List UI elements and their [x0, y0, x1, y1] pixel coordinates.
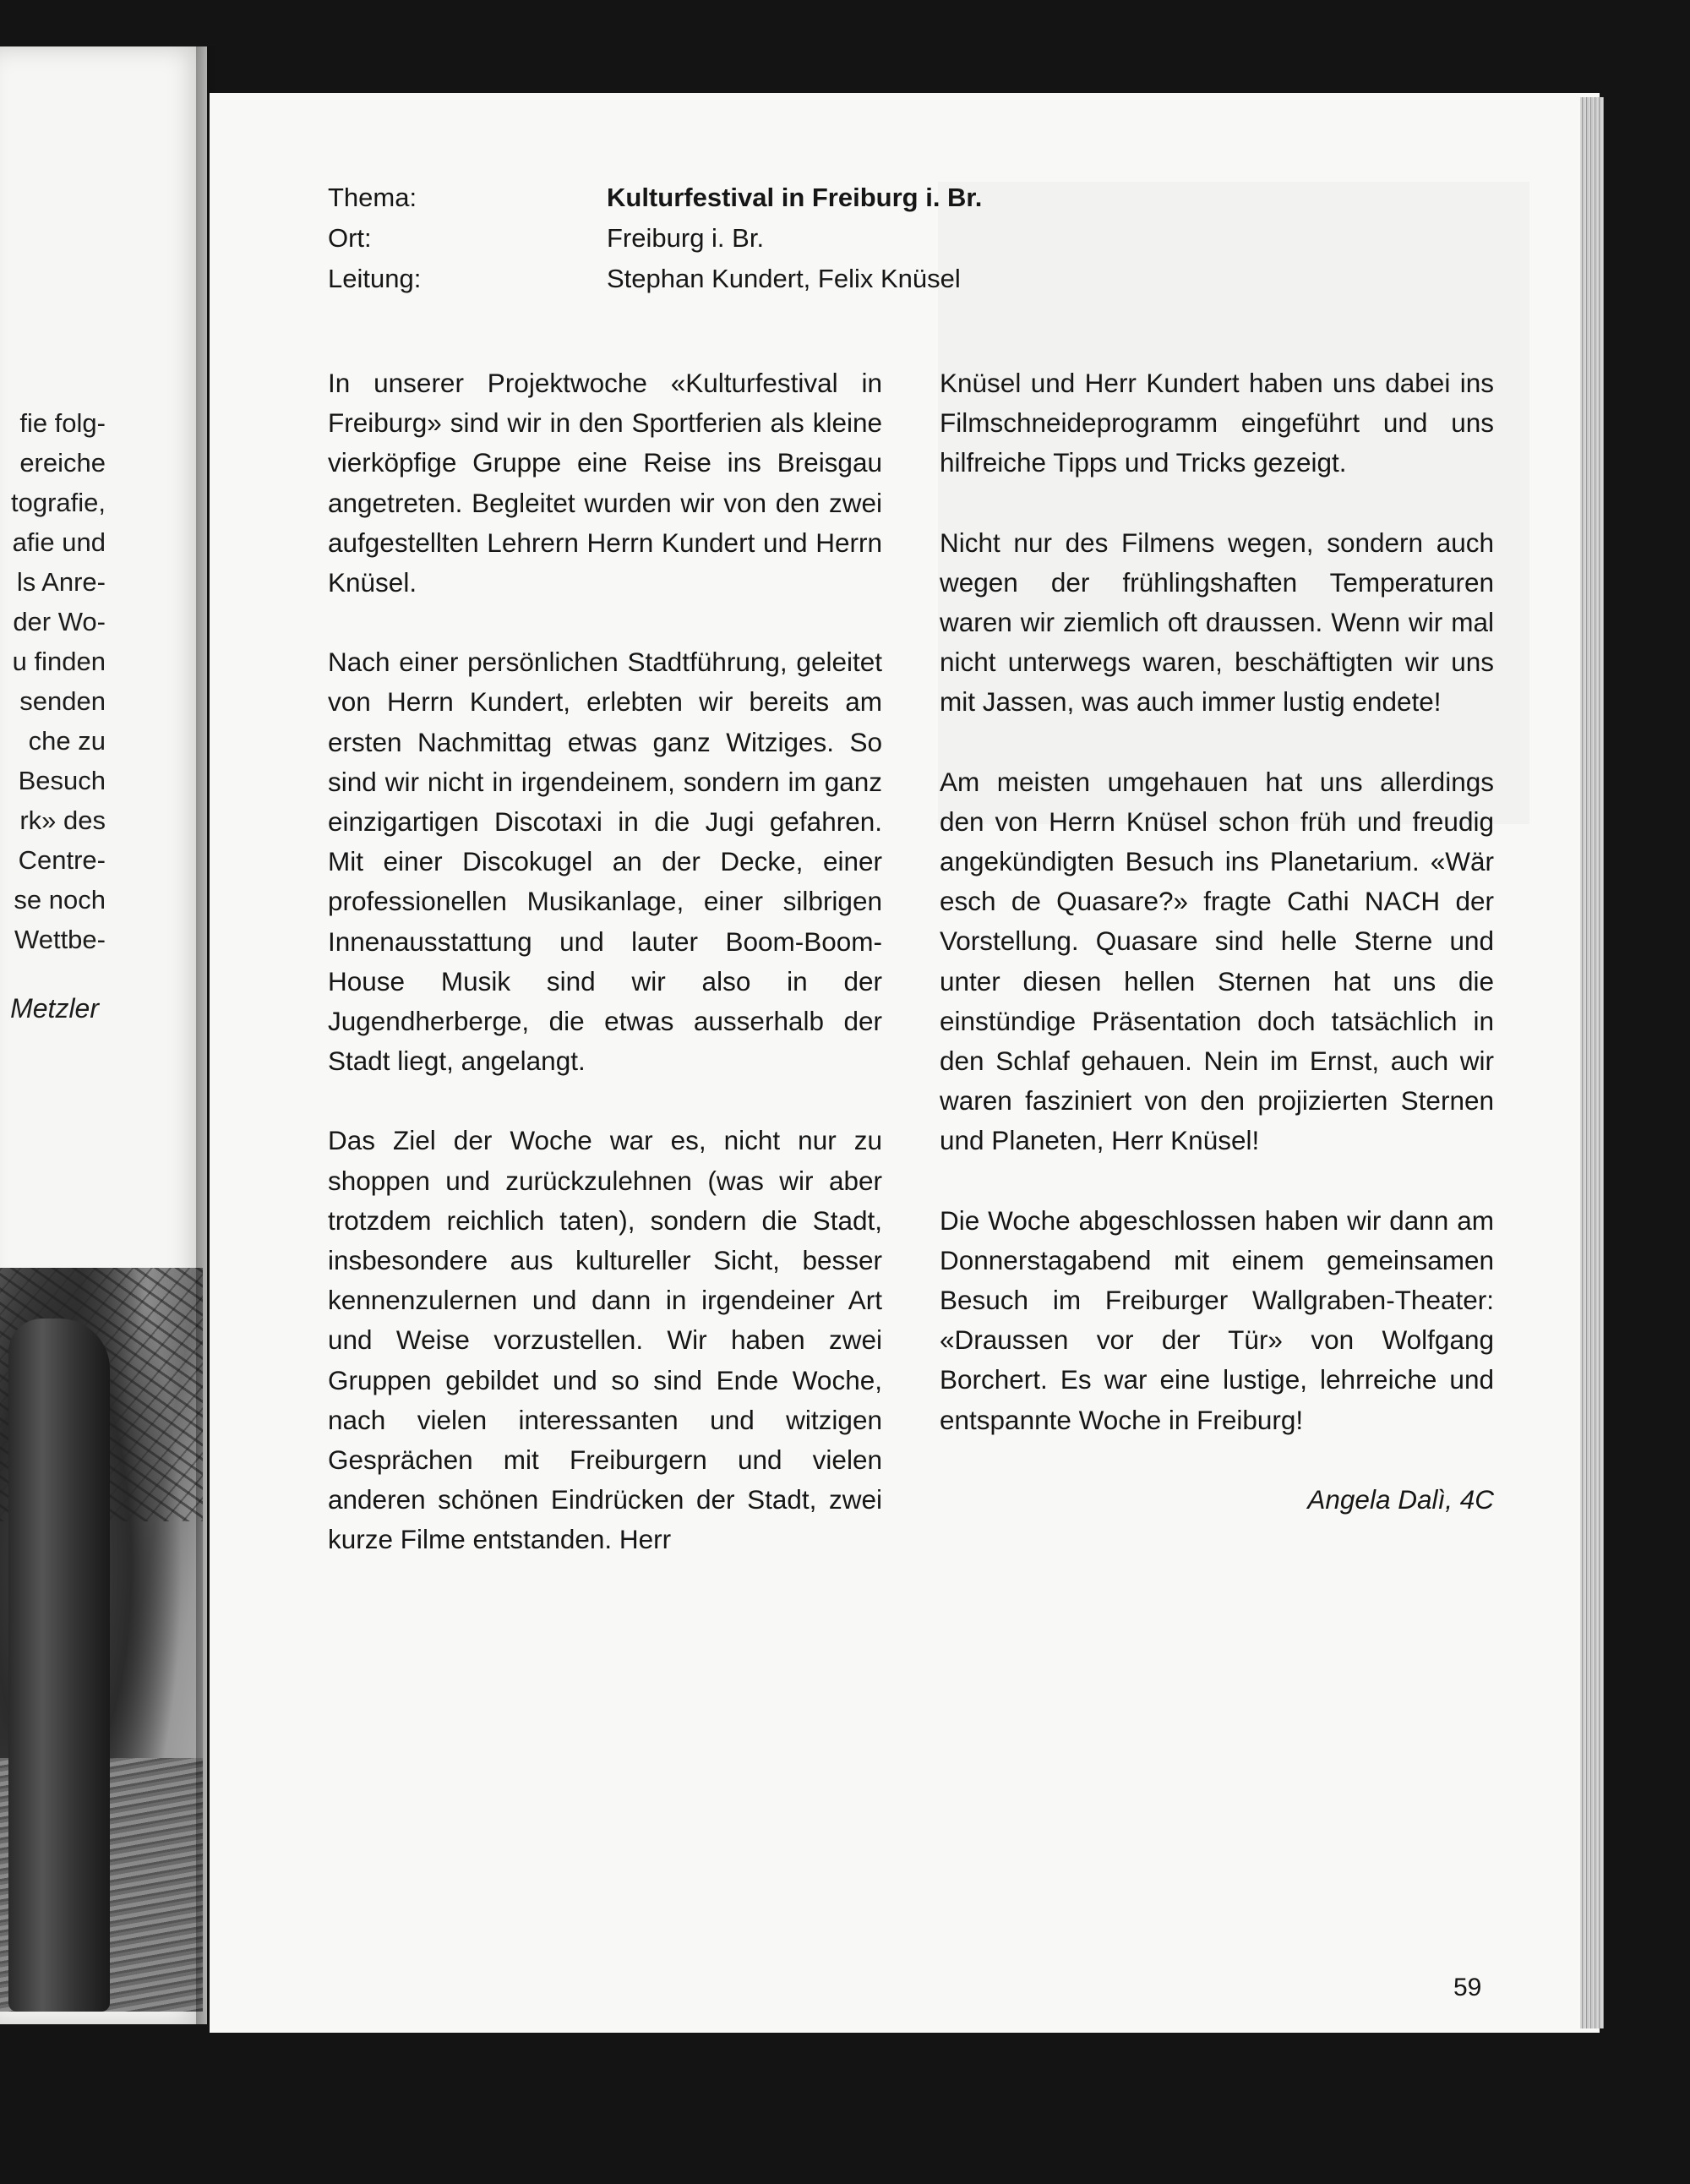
left-text-line: der Wo- [13, 607, 106, 636]
left-text-line: ereiche [19, 448, 106, 478]
left-page [0, 46, 207, 2024]
left-text-line: ls Anre- [16, 567, 106, 597]
page-number: 59 [1453, 1974, 1482, 2001]
topic-label: Thema: [328, 183, 417, 212]
left-text-line: senden [19, 686, 106, 716]
paragraph: Die Woche abgeschlossen haben wir dann am Donnerstagabend mit einem gemeinsamen Besuch im Freiburger Wallgraben-Theater: «Draussen vor der Tür» von Wolfgang Borchert. Es war eine lustige, lehrreiche und entspannte Woche in Freiburg! [940, 1204, 1494, 1435]
left-text-line: che zu [28, 726, 106, 756]
paragraph: In unserer Projektwoche «Kulturfestival in Freiburg» sind wir in den Sportferien als kleine vierköpfige Gruppe eine Reise ins Breisgau angetreten. Begleitet wurden wir von den zwei aufgestellten Lehrern Herrn Kundert und Herrn Knüsel. [328, 368, 882, 598]
photo-tree-trunk [8, 1319, 110, 2012]
paragraph: Am meisten umgehauen hat uns allerdings den von Herrn Knüsel schon früh und freudig angekündigten Besuch ins Planetarium. «Wär esch de Quasare?» fragte Cathi NACH der Vorstellung. Quasare sind helle Sterne und unter diesen hellen Sternen hat uns die einstündige Präsentation doch tatsächlich in den Schlaf gehauen. Nein im Ernst, auch wir waren fasziniert von den projizierten Sternen und Planeten, Herr Knüsel! [940, 766, 1494, 1156]
article-column-left [328, 363, 882, 1600]
page-edge [1580, 97, 1604, 2028]
article-column-right [940, 363, 1494, 1559]
paragraph: Nach einer persönlichen Stadtführung, geleitet von Herrn Kundert, erlebten wir bereits am ersten Nachmittag etwas ganz Witziges. So sind wir nicht in irgendeinem, sondern im ganz einzigartigen Discotaxi in die Jugi gefahren. Mit einer Discokugel an der Decke, einer professionellen Musikanlage, einer silbrigen Innenausstattung und lauter Boom-Boom-House Musik sind wir also in der Jugendherberge, die etwas ausserhalb der Stadt liegt, angelangt. [328, 647, 882, 1077]
left-text-line: tografie, [10, 488, 106, 517]
place-value: Freiburg i. Br. [607, 223, 765, 253]
tree-photo [0, 1268, 203, 2012]
left-text-line: Wettbe- [14, 925, 106, 954]
place-label: Ort: [328, 223, 372, 253]
left-text-line: afie und [12, 527, 106, 557]
lead-value: Stephan Kundert, Felix Knüsel [607, 264, 961, 293]
paragraph: Das Ziel der Woche war es, nicht nur zu shoppen und zurückzulehnen (was wir aber trotzdem reichlich taten), sondern die Stadt, insbesondere aus kultureller Sicht, besser kennenzulernen und dann in irgendeiner Art und Weise vorzustellen. Wir haben zwei Gruppen gebildet und so sind Ende Woche, nach vielen interessanten und witzigen Gesprächen mit Freiburgern und vielen anderen schönen Eindrücken der Stadt, zwei kurze Filme entstanden. Herr [328, 1125, 882, 1555]
left-text-line: se noch [14, 885, 106, 915]
lead-label: Leitung: [328, 264, 422, 293]
left-text-line: rk» des [19, 805, 106, 835]
left-text-line: Besuch [18, 766, 106, 795]
paragraph: Nicht nur des Filmens wegen, sondern auch wegen der frühlingshaften Temperaturen waren wir ziemlich oft draussen. Wenn wir mal nicht unterwegs waren, beschäftigten wir uns mit Jassen, was auch immer lustig endete! [940, 527, 1494, 718]
left-text-line: fie folg- [19, 408, 106, 438]
left-page-signature: Metzler [10, 993, 99, 1024]
topic-value: Kulturfestival in Freiburg i. Br. [607, 183, 983, 212]
paragraph: Knüsel und Herr Kundert haben uns dabei ins Filmschneideprogramm eingeführt und uns hilfreiche Tipps und Tricks gezeigt. [940, 368, 1494, 478]
left-text-line: u finden [12, 647, 106, 676]
left-text-line: Centre- [18, 845, 106, 875]
author-signature: Angela Dalì, 4C [1307, 1483, 1494, 1515]
